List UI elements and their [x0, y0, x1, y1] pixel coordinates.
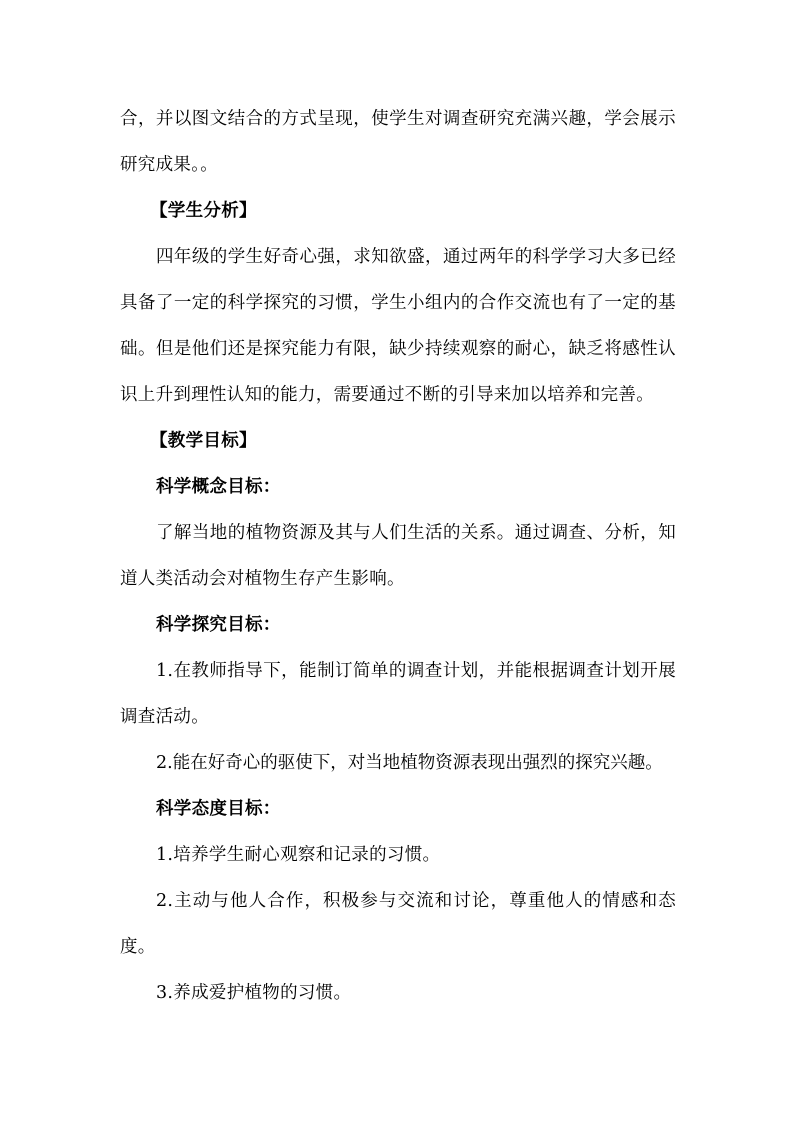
subheading-attitude-goals: 科学态度目标：: [156, 799, 281, 819]
heading-student-analysis: 【学生分析】: [150, 201, 257, 221]
inquiry-goal-item-2: 2.能在好奇心的驱使下，对当地植物资源表现出强烈的探究兴趣。: [156, 753, 663, 773]
attitude-goal-item-2: 2.主动与他人合作，积极参与交流和讨论，尊重他人的情感和态度。: [120, 891, 676, 957]
attitude-goal-item-1: 1.培养学生耐心观察和记录的习惯。: [156, 845, 441, 865]
inquiry-goal-item-1: 1.在教师指导下，能制订简单的调查计划，并能根据调查计划开展调查活动。: [120, 661, 676, 727]
subheading-concept-goals: 科学概念目标：: [156, 477, 281, 497]
subheading-inquiry-goals: 科学探究目标：: [156, 615, 281, 635]
student-analysis-paragraph: 四年级的学生好奇心强，求知欲盛，通过两年的科学学习大多已经具备了一定的科学探究的习惯，学生小组内的合作交流也有了一定的基础。但是他们还是探究能力有限，缺少持续观察的耐心，缺乏将感性认识上升到理性认知的能力，需要通过不断的引导来加以培养和完善。: [120, 247, 676, 405]
document-page: [120, 96, 676, 1016]
heading-teaching-goals: 【教学目标】: [150, 431, 257, 451]
concept-goals-paragraph: 了解当地的植物资源及其与人们生活的关系。通过调查、分析，知道人类活动会对植物生存产生影响。: [120, 523, 676, 589]
attitude-goal-item-3: 3.养成爱护植物的习惯。: [156, 983, 352, 1003]
intro-paragraph-tail: 合，并以图文结合的方式呈现，使学生对调查研究充满兴趣，学会展示研究成果。。: [120, 109, 676, 175]
